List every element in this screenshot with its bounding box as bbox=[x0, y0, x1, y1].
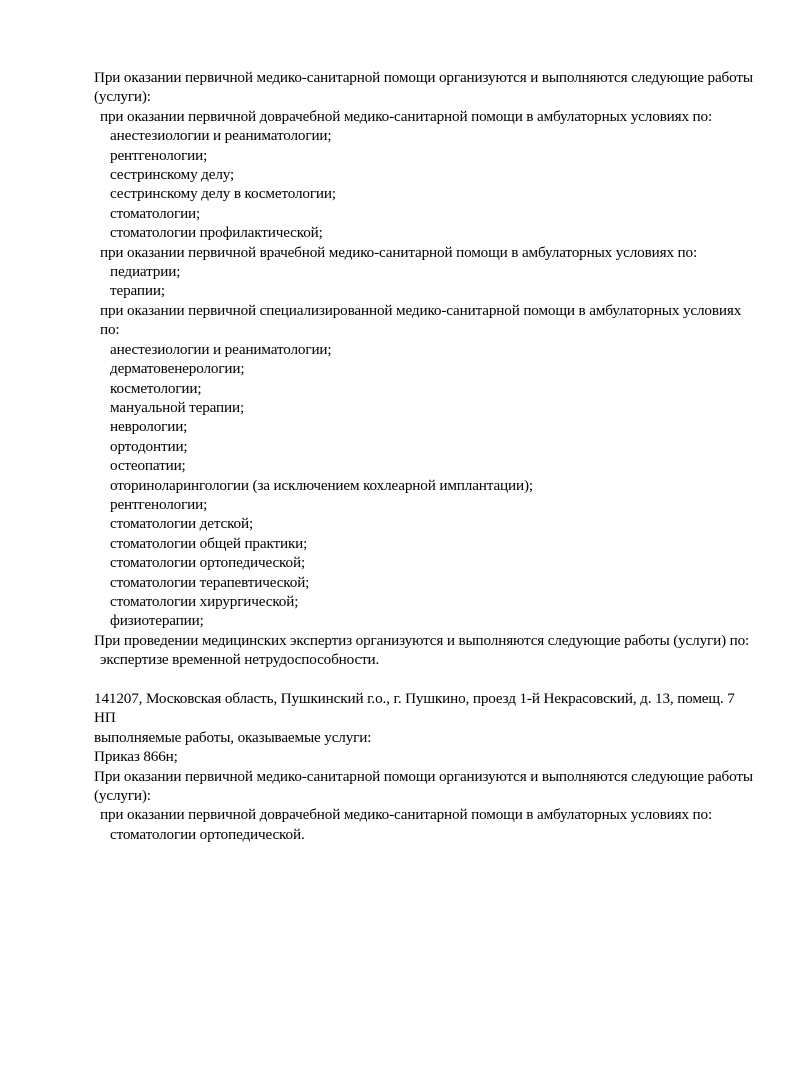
group-heading: при оказании первичной доврачебной медико-санитарной помощи в амбулаторных условиях по: bbox=[100, 806, 713, 824]
list-item: рентгенологии; bbox=[110, 495, 208, 513]
section-intro: При проведении медицинских экспертиз организуются и выполняются следующие работы (услуги) по: bbox=[94, 631, 750, 649]
list-item: физиотерапии; bbox=[110, 612, 204, 630]
works-label: выполняемые работы, оказываемые услуги: bbox=[94, 728, 372, 746]
list-item: стоматологии профилактической; bbox=[110, 224, 323, 242]
document-page bbox=[94, 68, 757, 844]
list-item: анестезиологии и реаниматологии; bbox=[110, 340, 332, 358]
section-intro: При оказании первичной медико-санитарной помощи организуются и выполняются следующие работы (услуги): bbox=[94, 767, 757, 805]
list-item: стоматологии терапевтической; bbox=[110, 573, 310, 591]
list-item: стоматологии общей практики; bbox=[110, 534, 308, 552]
order-reference: Приказ 866н; bbox=[94, 748, 178, 766]
list-item: стоматологии; bbox=[110, 204, 201, 222]
list-item: анестезиологии и реаниматологии; bbox=[110, 127, 332, 145]
list-item: остеопатии; bbox=[110, 457, 186, 475]
list-item: сестринскому делу в косметологии; bbox=[110, 185, 336, 203]
list-item: педиатрии; bbox=[110, 263, 181, 281]
list-item: ортодонтии; bbox=[110, 437, 188, 455]
spacer bbox=[94, 670, 754, 689]
list-item: стоматологии ортопедической; bbox=[110, 554, 306, 572]
address: 141207, Московская область, Пушкинский г.о., г. Пушкино, проезд 1-й Некрасовский, д. 13, помещ. 7 НП bbox=[94, 689, 739, 727]
list-item: экспертизе временной нетрудоспособности. bbox=[100, 651, 380, 669]
section-intro: При оказании первичной медико-санитарной помощи организуются и выполняются следующие работы (услуги): bbox=[94, 69, 757, 106]
list-item: терапии; bbox=[110, 282, 165, 300]
list-item: дерматовенерологии; bbox=[110, 360, 245, 378]
list-item: стоматологии ортопедической. bbox=[110, 825, 305, 843]
group-heading: при оказании первичной специализированной медико-санитарной помощи в амбулаторных условиях по: bbox=[100, 301, 745, 339]
list-item: стоматологии хирургической; bbox=[110, 592, 299, 610]
list-item: мануальной терапии; bbox=[110, 398, 245, 416]
group-heading: при оказании первичной врачебной медико-санитарной помощи в амбулаторных условиях по: bbox=[100, 243, 698, 261]
group-heading: при оказании первичной доврачебной медико-санитарной помощи в амбулаторных условиях по: bbox=[100, 107, 713, 125]
list-item: рентгенологии; bbox=[110, 146, 208, 164]
list-item: оториноларингологии (за исключением кохлеарной имплантации); bbox=[110, 476, 533, 494]
list-item: сестринскому делу; bbox=[110, 166, 235, 184]
list-item: стоматологии детской; bbox=[110, 515, 254, 533]
list-item: косметологии; bbox=[110, 379, 202, 397]
list-item: неврологии; bbox=[110, 418, 188, 436]
